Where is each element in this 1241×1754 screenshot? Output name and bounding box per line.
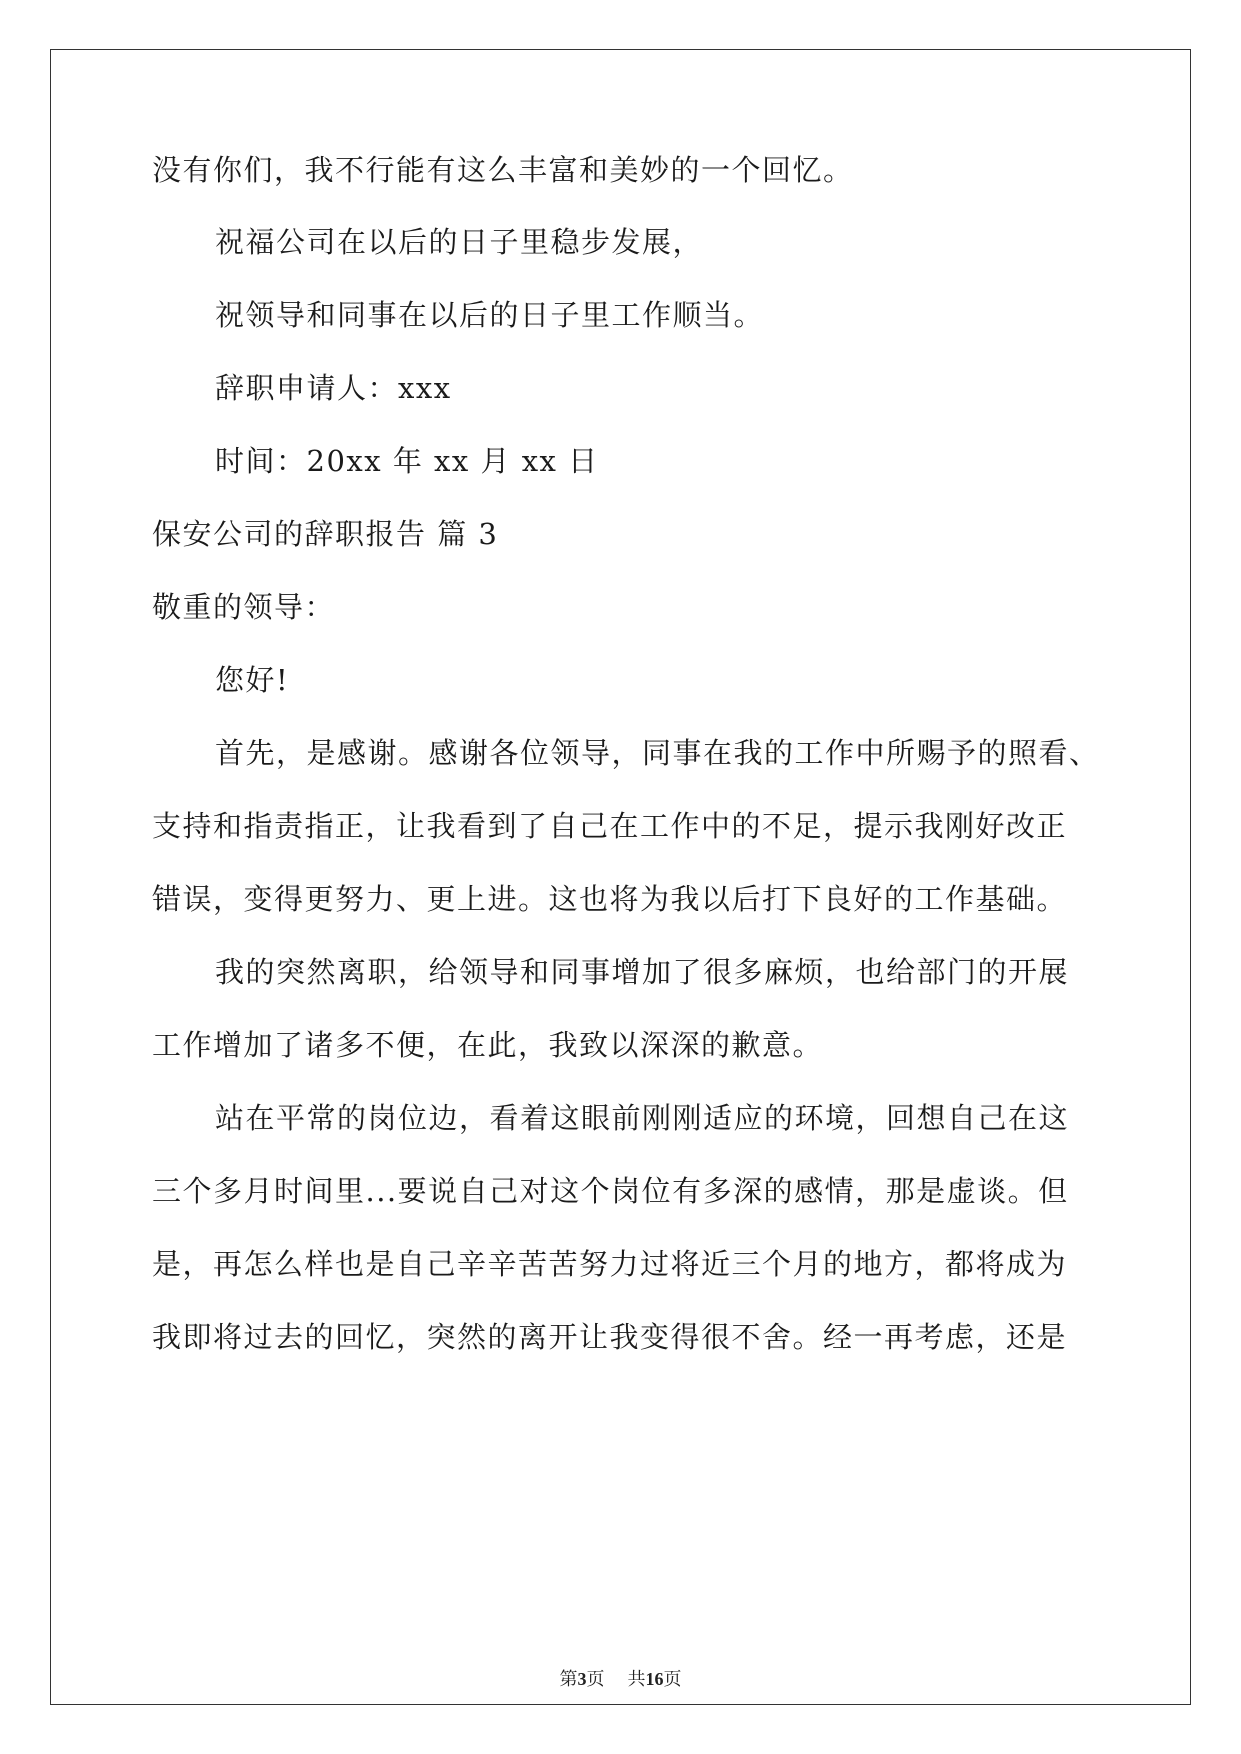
signature-date: 时间：20xx 年 xx 月 xx 日: [215, 444, 599, 478]
current-page-number: 3: [577, 1669, 587, 1689]
page-prefix: 第: [559, 1669, 578, 1690]
text-line-3: 祝领导和同事在以后的日子里工作顺当。: [215, 298, 765, 332]
signature-applicant: 辞职申请人：xxx: [215, 371, 452, 405]
total-prefix: 共: [627, 1669, 646, 1690]
salutation: 敬重的领导：: [152, 590, 336, 624]
total-unit: 页: [663, 1669, 682, 1690]
page-unit: 页: [586, 1669, 605, 1690]
paragraph-1-line-3: 错误，变得更努力、更上进。这也将为我以后打下良好的工作基础。: [152, 882, 1068, 916]
paragraph-3-line-3: 是，再怎么样也是自己辛辛苦苦努力过将近三个月的地方，都将成为: [152, 1247, 1068, 1281]
paragraph-2-line-2: 工作增加了诸多不便，在此，我致以深深的歉意。: [152, 1028, 824, 1062]
greeting: 您好!: [215, 663, 290, 697]
paragraph-1-line-2: 支持和指责指正，让我看到了自己在工作中的不足，提示我刚好改正: [152, 809, 1068, 843]
paragraph-3-line-2: 三个多月时间里...要说自己对这个岗位有多深的感情，那是虚谈。但: [152, 1174, 1069, 1208]
section-title: 保安公司的辞职报告 篇 3: [152, 517, 499, 551]
paragraph-1-line-1: 首先，是感谢。感谢各位领导，同事在我的工作中所赐予的照看、: [215, 736, 1100, 770]
total-page-count: 16: [645, 1669, 664, 1689]
page-footer: [0, 1668, 1241, 1691]
paragraph-3-line-1: 站在平常的岗位边，看着这眼前刚刚适应的环境，回想自己在这: [215, 1101, 1070, 1135]
paragraph-3-line-4: 我即将过去的回忆，突然的离开让我变得很不舍。经一再考虑，还是: [152, 1320, 1068, 1354]
text-line-2: 祝福公司在以后的日子里稳步发展，: [215, 225, 704, 259]
text-line-1: 没有你们，我不行能有这么丰富和美妙的一个回忆。: [152, 153, 854, 187]
paragraph-2-line-1: 我的突然离职，给领导和同事增加了很多麻烦，也给部门的开展: [215, 955, 1070, 989]
